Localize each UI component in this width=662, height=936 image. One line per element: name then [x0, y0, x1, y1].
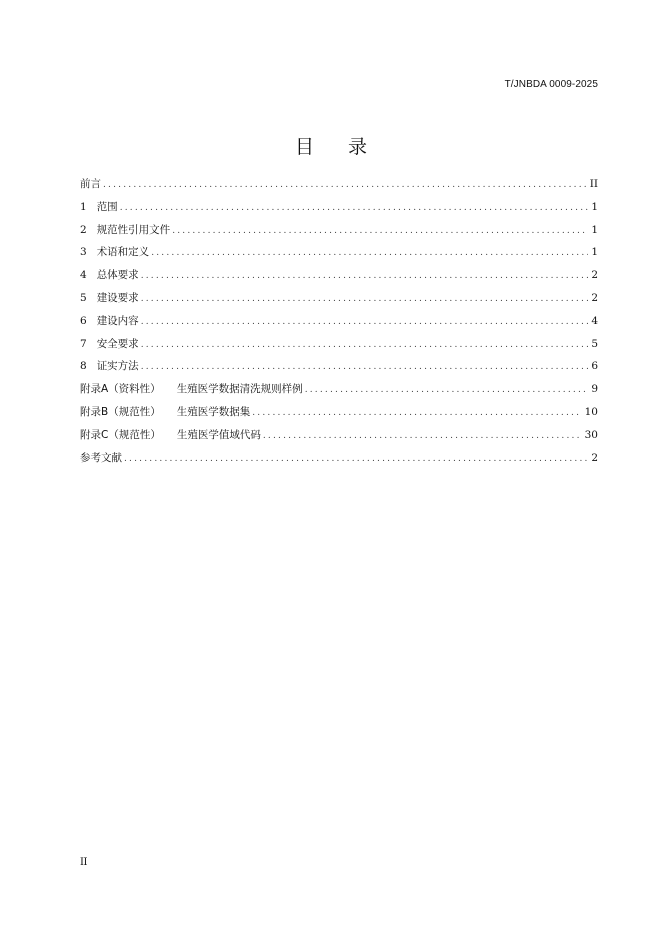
toc-entry-appendix-label: 附录C（规范性）	[80, 428, 161, 441]
toc-entry-page: 4	[591, 314, 598, 327]
dot-leader	[141, 294, 589, 304]
toc-entry-text: 建设要求	[96, 291, 139, 304]
toc-entry-terms-definitions[interactable]	[80, 244, 598, 267]
toc-entry-security-requirements[interactable]	[80, 336, 598, 359]
toc-entry-page: 2	[591, 269, 598, 282]
toc-entry-text: 参考文献	[80, 451, 122, 464]
toc-entry-construction-requirements[interactable]	[80, 290, 598, 313]
toc-entry-page: 9	[591, 383, 598, 396]
table-of-contents	[80, 176, 598, 472]
dot-leader	[120, 203, 589, 213]
toc-entry-page: 2	[591, 451, 598, 464]
toc-entry-page: 1	[591, 223, 598, 236]
toc-entry-number: 7	[80, 337, 87, 350]
dot-leader	[141, 271, 589, 281]
toc-entry-number: 8	[80, 360, 87, 373]
document-code: T/JNBDA 0009-2025	[504, 79, 598, 90]
dot-leader	[172, 226, 588, 236]
toc-entry-number: 1	[80, 200, 87, 213]
toc-entry-page: 1	[591, 200, 598, 213]
toc-entry-appendix-label: 附录A（资料性）	[80, 383, 161, 396]
toc-entry-text: 建设内容	[96, 314, 139, 327]
toc-entry-number: 6	[80, 314, 87, 327]
toc-entry-text: 总体要求	[96, 269, 139, 282]
toc-entry-construction-content[interactable]	[80, 313, 598, 336]
toc-entry-appendix-c[interactable]	[80, 427, 598, 450]
toc-entry-appendix-b[interactable]	[80, 404, 598, 427]
toc-entry-text: 规范性引用文件	[96, 223, 171, 236]
toc-entry-text: 生殖医学数据清洗规则样例	[176, 383, 303, 396]
toc-entry-bibliography[interactable]	[80, 450, 598, 473]
dot-leader	[124, 454, 588, 464]
toc-entry-normative-references[interactable]	[80, 222, 598, 245]
dot-leader	[141, 340, 589, 350]
toc-entry-foreword[interactable]	[80, 176, 598, 199]
toc-entry-text: 术语和定义	[96, 246, 150, 259]
toc-entry-page: 2	[591, 291, 598, 304]
toc-entry-text: 范围	[96, 200, 118, 213]
toc-entry-page: II	[589, 178, 598, 190]
toc-entry-number: 4	[80, 269, 87, 282]
toc-entry-verification-methods[interactable]	[80, 358, 598, 381]
toc-entry-text: 前言	[80, 178, 101, 190]
dot-leader	[141, 317, 589, 327]
toc-entry-text: 生殖医学值域代码	[176, 428, 261, 441]
dot-leader	[141, 362, 589, 372]
toc-entry-page: 30	[584, 428, 598, 441]
dot-leader	[151, 248, 588, 258]
dot-leader	[103, 180, 587, 190]
toc-entry-page: 5	[591, 337, 598, 350]
toc-entry-number: 5	[80, 291, 87, 304]
toc-entry-number: 2	[80, 223, 87, 236]
toc-entry-page: 1	[591, 246, 598, 259]
page-number: II	[80, 857, 87, 868]
toc-entry-general-requirements[interactable]	[80, 267, 598, 290]
dot-leader	[252, 408, 581, 418]
dot-leader	[263, 431, 582, 441]
toc-entry-appendix-a[interactable]	[80, 381, 598, 404]
toc-title: 目 录	[294, 136, 382, 158]
toc-entry-number: 3	[80, 246, 87, 259]
toc-entry-scope[interactable]	[80, 199, 598, 222]
toc-entry-text: 安全要求	[96, 337, 139, 350]
toc-entry-appendix-label: 附录B（规范性）	[80, 405, 161, 418]
toc-entry-page: 10	[584, 405, 598, 418]
dot-leader	[305, 385, 589, 395]
toc-entry-text: 证实方法	[96, 360, 139, 373]
toc-entry-page: 6	[591, 360, 598, 373]
toc-entry-text: 生殖医学数据集	[176, 405, 251, 418]
